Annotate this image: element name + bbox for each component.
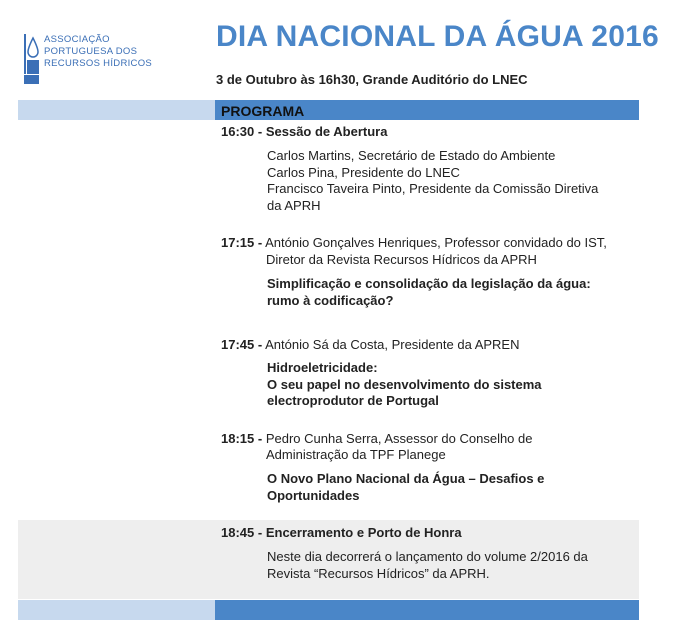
footer-band-left [18,600,215,620]
item-time: 18:15 - [221,431,263,446]
speaker-line: Pedro Cunha Serra, Assessor do Conselho de [265,431,533,446]
topic-1745 [267,360,635,410]
footer-band-right [215,600,639,620]
logo-line: RECURSOS HÍDRICOS [44,58,153,69]
item-heading: Encerramento e Porto de Honra [265,525,462,540]
speaker-line: António Gonçalves Henriques, Professor convidado do IST, [265,235,607,250]
water-drop-icon [24,34,39,86]
event-subtitle: 3 de Outubro às 16h30, Grande Auditório do LNEC [216,72,528,87]
speaker-line: António Sá da Costa, Presidente da APREN [265,337,520,352]
closing-note [267,549,635,582]
page-title: DIA NACIONAL DA ÁGUA 2016 [216,20,659,53]
speaker-line: da APRH [267,197,321,213]
schedule-item-1815 [221,431,533,448]
schedule-item-1745 [221,337,520,354]
speaker-line: Carlos Martins, Secretário de Estado do Ambiente [267,148,556,163]
item-time: 17:15 - [221,235,263,250]
programa-label: PROGRAMA [221,103,305,119]
note-line: Neste dia decorrerá o lançamento do volume 2/2016 da [267,549,588,564]
speakers-1630 [267,148,635,214]
logo-line: PORTUGUESA DOS [44,46,138,57]
item-heading: Sessão de Abertura [265,124,388,139]
topic-line: Simplificação e consolidação da legislação da água: [267,276,591,291]
schedule-item-1845 [221,525,462,542]
topic-line: Oportunidades [267,487,360,503]
speaker-line: Carlos Pina, Presidente do LNEC [267,164,460,180]
schedule-item-1715 [221,235,641,252]
topic-line: O Novo Plano Nacional da Água – Desafios e [267,471,545,486]
speaker-continued-1815 [266,447,634,464]
schedule-item-1630 [221,124,387,141]
topic-line: Hidroeletricidade: [267,360,378,375]
topic-1815 [267,471,635,504]
speaker-continued-1715 [266,252,634,269]
item-time: 18:45 - [221,525,263,540]
topic-line: rumo à codificação? [267,292,394,308]
speaker-line: Francisco Taveira Pinto, Presidente da Comissão Diretiva [267,181,599,196]
aprh-logo [24,34,152,86]
topic-line: O seu papel no desenvolvimento do sistema [267,376,542,392]
speaker-line: Diretor da Revista Recursos Hídricos da APRH [266,252,537,267]
speaker-line: Administração da TPF Planege [266,447,446,462]
topic-line: electroprodutor de Portugal [267,393,439,408]
logo-text [44,34,152,70]
topic-1715 [267,276,635,309]
programa-band-left [18,100,215,120]
item-time: 17:45 - [221,337,263,352]
logo-line: ASSOCIAÇÃO [44,34,110,45]
item-time: 16:30 - [221,124,263,139]
note-line: Revista “Recursos Hídricos” da APRH. [267,565,490,581]
